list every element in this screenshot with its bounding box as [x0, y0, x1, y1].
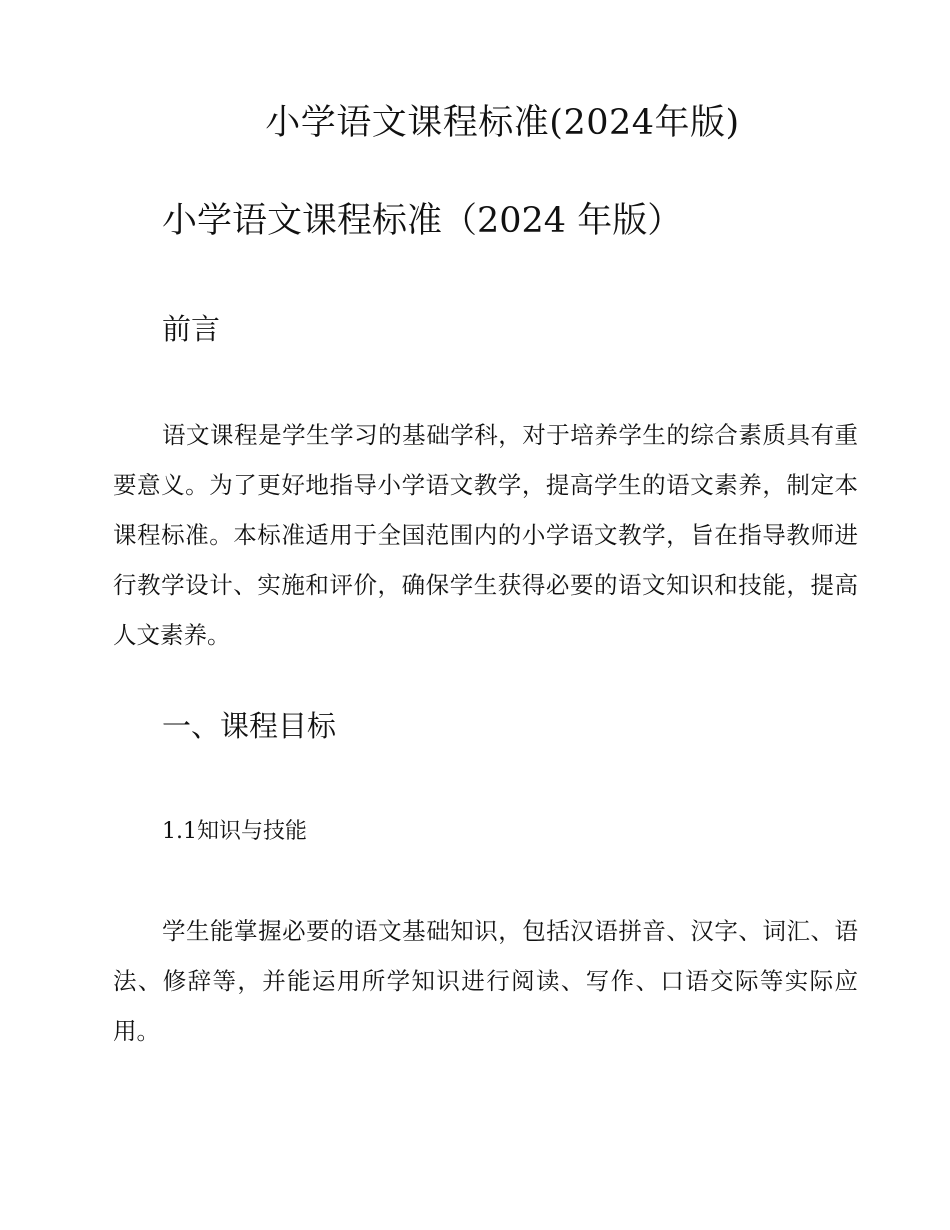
section-1-heading: 一、课程目标: [162, 709, 337, 743]
main-heading: 小学语文课程标准（2024 年版）: [162, 201, 683, 241]
subsection-1-1-paragraph: 学生能掌握必要的语文基础知识，包括汉语拼音、汉字、词汇、语法、修辞等，并能运用所学知识进行阅读、写作、口语交际等实际应用。: [113, 917, 858, 1045]
document-title: 小学语文课程标准(2024年版): [265, 103, 740, 143]
preface-paragraph: 语文课程是学生学习的基础学科，对于培养学生的综合素质具有重要意义。为了更好地指导小学语文教学，提高学生的语文素养，制定本课程标准。本标准适用于全国范围内的小学语文教学，旨在指导教师进行教学设计、实施和评价，确保学生获得必要的语文知识和技能，提高人文素养。: [113, 421, 858, 649]
subsection-1-1-heading: 1.1知识与技能: [162, 819, 307, 844]
preface-heading: 前言: [162, 312, 221, 346]
